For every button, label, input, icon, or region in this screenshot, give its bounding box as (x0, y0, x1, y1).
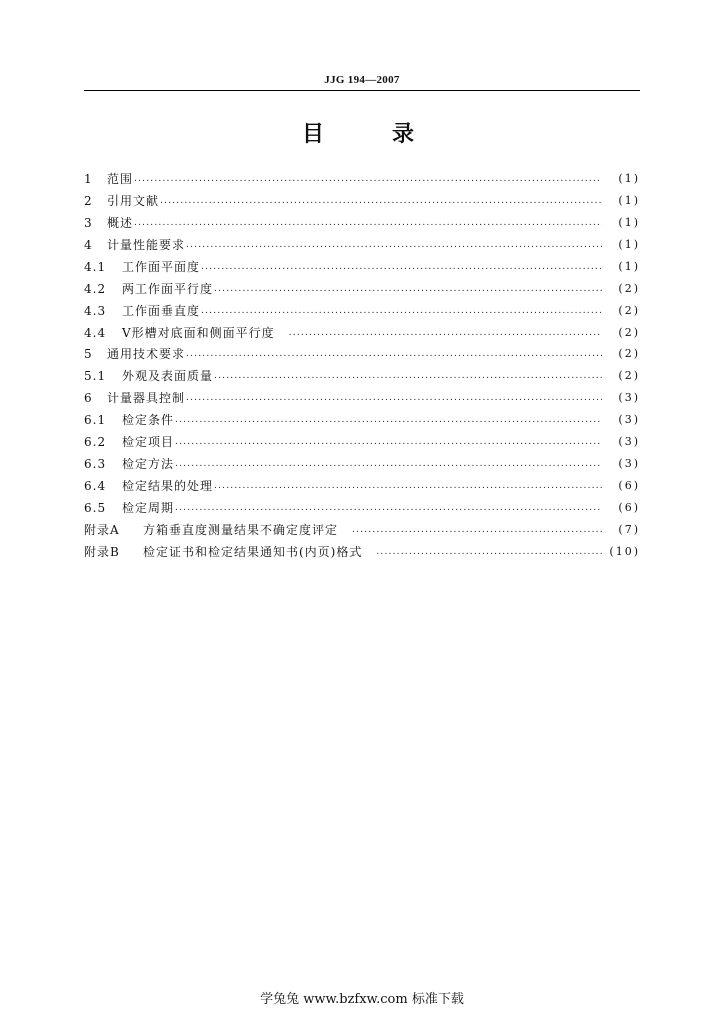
toc-number: 附录B (84, 544, 120, 559)
toc-entry[interactable] (84, 322, 640, 344)
toc-number: 6.3 (84, 457, 107, 472)
toc-number: 6.1 (84, 413, 107, 428)
toc-leader (201, 260, 602, 274)
toc-leader (186, 391, 602, 405)
toc-entry[interactable] (84, 234, 640, 256)
toc-number: 1 (84, 171, 93, 186)
toc-label: 概述 (107, 215, 134, 230)
toc-page-number: (1) (618, 193, 640, 207)
toc-number: 2 (84, 193, 93, 208)
toc-entry[interactable] (84, 212, 640, 234)
toc-page-number: (1) (618, 215, 640, 229)
toc-page-number: (3) (618, 413, 640, 427)
toc-number: 4.2 (84, 281, 107, 296)
toc-page-number: (2) (618, 369, 640, 383)
toc-page-number: (2) (618, 281, 640, 295)
toc-leader (175, 413, 602, 427)
toc-number: 6.5 (84, 501, 107, 516)
toc-leader (214, 369, 602, 383)
toc-label: 检定条件 (122, 413, 175, 428)
toc-number: 6.2 (84, 435, 107, 450)
toc-label: 检定结果的处理 (122, 479, 214, 494)
toc-number: 4 (84, 237, 93, 252)
toc-number: 4.3 (84, 303, 107, 318)
toc-page-number: (3) (618, 435, 640, 449)
toc-leader (186, 347, 602, 361)
toc-label: 范围 (107, 171, 134, 186)
toc-leader (214, 282, 602, 296)
toc-label: 引用文献 (107, 193, 160, 208)
toc-page-number: (7) (618, 522, 640, 536)
toc-label: 检定证书和检定结果通知书(内页)格式 (143, 544, 363, 559)
standard-code: JJG 194—2007 (324, 74, 400, 86)
page-header (84, 68, 640, 91)
toc-page-number: (3) (618, 391, 640, 405)
toc-leader (134, 172, 602, 186)
toc-label: 检定周期 (122, 501, 175, 516)
table-of-contents (84, 168, 640, 563)
toc-leader (214, 479, 602, 493)
toc-entry[interactable] (84, 300, 640, 322)
toc-number: 6 (84, 391, 93, 406)
toc-page-number: (6) (618, 501, 640, 515)
toc-label: 计量器具控制 (107, 391, 186, 406)
toc-leader (376, 545, 602, 559)
toc-label: 工作面垂直度 (122, 303, 201, 318)
toc-number: 6.4 (84, 479, 107, 494)
toc-number: 5.1 (84, 369, 107, 384)
toc-entry[interactable] (84, 190, 640, 212)
toc-leader (175, 435, 602, 449)
page-title: 目 录 (301, 121, 422, 147)
toc-leader (134, 216, 602, 230)
toc-label: 检定方法 (122, 457, 175, 472)
toc-leader (186, 238, 602, 252)
toc-leader (352, 523, 602, 537)
toc-entry[interactable] (84, 344, 640, 366)
toc-label: 检定项目 (122, 435, 175, 450)
toc-label: 工作面平面度 (122, 259, 201, 274)
toc-leader (289, 326, 602, 340)
toc-entry[interactable] (84, 365, 640, 387)
toc-entry[interactable] (84, 453, 640, 475)
toc-entry[interactable] (84, 387, 640, 409)
toc-number: 3 (84, 215, 93, 230)
toc-entry[interactable] (84, 431, 640, 453)
toc-page-number: (6) (618, 479, 640, 493)
toc-page-number: (1) (618, 237, 640, 251)
toc-leader (175, 501, 602, 515)
toc-number: 4.1 (84, 259, 107, 274)
toc-label: 两工作面平行度 (122, 281, 214, 296)
toc-page-number: (2) (618, 325, 640, 339)
toc-label: 外观及表面质量 (122, 369, 214, 384)
toc-label: 计量性能要求 (107, 237, 186, 252)
toc-entry[interactable] (84, 541, 640, 563)
toc-number: 4.4 (84, 325, 107, 340)
toc-label: 方箱垂直度测量结果不确定度评定 (143, 522, 339, 537)
toc-entry[interactable] (84, 256, 640, 278)
toc-entry[interactable] (84, 409, 640, 431)
toc-entry[interactable] (84, 475, 640, 497)
toc-page-number: (2) (618, 303, 640, 317)
toc-entry[interactable] (84, 519, 640, 541)
toc-leader (175, 457, 602, 471)
toc-page-number: (2) (618, 347, 640, 361)
toc-number: 附录A (84, 522, 120, 537)
toc-entry[interactable] (84, 168, 640, 190)
toc-label: V形槽对底面和侧面平行度 (122, 325, 275, 340)
toc-number: 5 (84, 347, 93, 362)
toc-entry[interactable] (84, 278, 640, 300)
toc-page-number: (1) (618, 259, 640, 273)
toc-leader (201, 304, 602, 318)
toc-page-number: (3) (618, 457, 640, 471)
toc-entry[interactable] (84, 497, 640, 519)
toc-page-number: (1) (618, 171, 640, 185)
toc-leader (160, 194, 602, 208)
toc-label: 通用技术要求 (107, 347, 186, 362)
toc-page-number: (10) (609, 544, 640, 558)
page-footer: 学兔兔 www.bzfxw.com 标准下载 (260, 992, 464, 1007)
